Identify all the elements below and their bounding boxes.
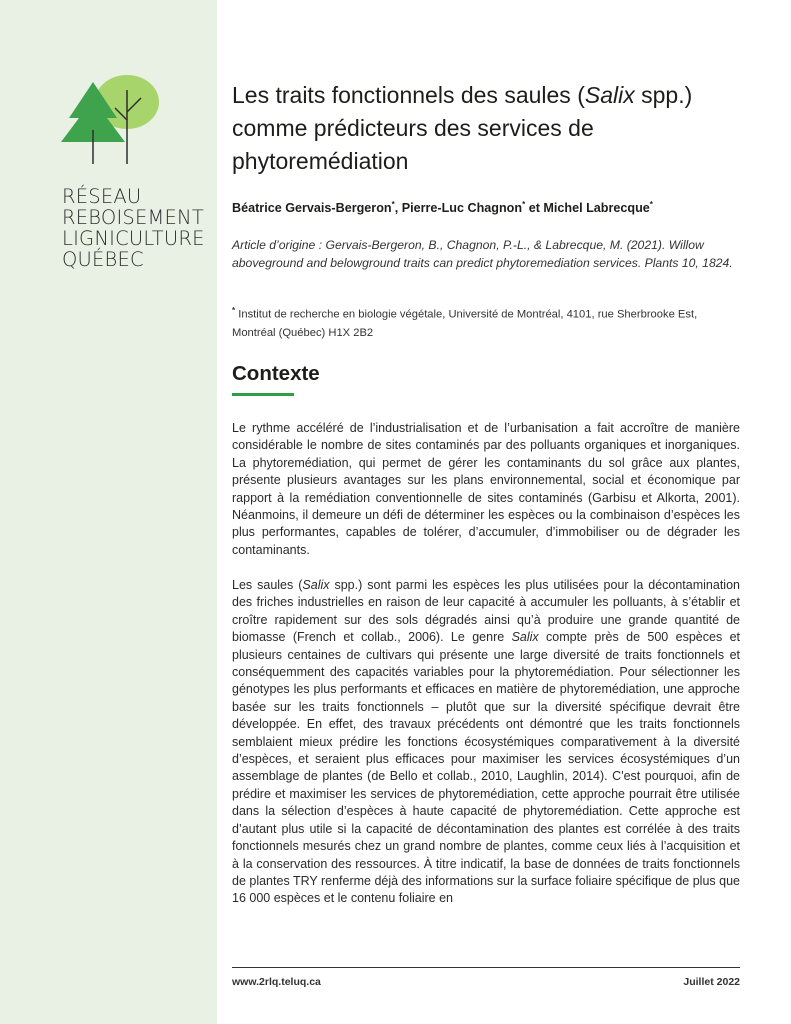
paragraph [232, 577, 740, 908]
genus-name: Salix [302, 578, 330, 592]
footer-date: Juillet 2022 [683, 976, 740, 988]
genus-name: Salix [511, 630, 539, 645]
title-part: spp.) comme prédicteurs des services de phytoremédiation [232, 82, 693, 174]
original-article-citation: Article d’origine : Gervais-Bergeron, B., Chagnon, P.-L., & Labrecque, M. (2021). Willow aboveground and belowground traits can predict phytoremediation services. Plants 10, 1824. [232, 238, 733, 270]
section-heading: Contexte [232, 362, 320, 385]
paragraph-text: compte près de 500 espèces et plusieurs centaines de cultivars qui présente une large diversité de traits fonctionnels et conséquemment des capacités variables pour la phytoremédiation. Pour sélectionner les génotypes les plus performants et efficaces en matière de phytoremédiation, une approche basée sur les traits fonctionnels – plutôt que sur la diversité spécifique devrait être développée. En effet, des travaux précédents ont démontré que les traits fonctionnels semblaient mieux prédire les fonctions écosystémiques comparativement à la diversité d’espèces, et seraient plus efficaces pour maximiser les services écosystémiques d’un assemblage de plantes (de Bello et collab., 2010, Laughlin, 2014). C'est pourquoi, afin de prédire et maximiser les services de phytoremédiation, cette approche pourrait être utilisée dans la sélection d’espèces à haute capacité de phytoremédiation. Cette approche est d’autant plus utile si la capacité de décontamination des plantes est corrélée à des traits fonctionnels mesurés chez un grand nombre de plantes, comme ceux liés à l’acquisition et à la conservation des ressources. À titre indicatif, la base de données de traits fonctionnels de plantes TRY renferme déjà des informations sur la surface foliaire spécifique de plus que 16 000 espèces et le contenu foliaire en [232, 630, 740, 906]
authors [232, 200, 653, 215]
page-title [232, 79, 740, 178]
title-genus: Salix [584, 82, 635, 108]
author-name: Béatrice Gervais-Bergeron [232, 201, 392, 216]
footer-divider [232, 967, 740, 968]
affiliation-mark: * [391, 200, 395, 209]
org-line: REBOISEMENT [62, 206, 204, 229]
org-line: RÉSEAU [62, 185, 142, 208]
section-underline [232, 393, 294, 396]
affiliation-mark: * [649, 200, 653, 209]
sidebar [0, 0, 217, 1024]
paragraph: Le rythme accéléré de l’industrialisation et de l’urbanisation a fait accroître de manière considérable le nombre de sites contaminés par des polluants organiques et inorganiques. La phytoremédiation, qui permet de gérer les contaminants du sol grâce aux plantes, présente plusieurs avantages sur les plans environnemental, social et économique par rapport à la remédiation conventionnelle de sites contaminés (Garbisu et Alkorta, 2001). Néanmoins, il demeure un défi de déterminer les espèces ou la combinaison d’espèces les plus performantes, capables de tolérer, d’accumuler, d’immobiliser ou de dégrader les contaminants. [232, 421, 740, 557]
paragraph-text: spp.) sont parmi les espèces les plus utilisées pour la décontamination des friches industrielles en raison de leur capacité à accumuler les polluants, à s’établir et croître rapidement sur des sols dégradés ainsi qu’à produire une grande quantité de biomasse (French et collab., 2006). Le genre [232, 578, 740, 645]
tree-logo-icon [55, 70, 175, 170]
org-line: QUÉBEC [62, 248, 144, 271]
org-line: LIGNICULTURE [62, 227, 205, 250]
affiliation [232, 302, 740, 342]
organization-name [62, 186, 205, 270]
footer-website: www.2rlq.teluq.ca [232, 976, 321, 988]
author-name: et Michel Labrecque [525, 201, 650, 216]
title-part: Les traits fonctionnels des saules ( [232, 82, 585, 108]
affiliation-text: Institut de recherche en biologie végétale, Université de Montréal, 4101, rue Sherbrooke Est, Montréal (Québec) H1X 2B2 [232, 308, 698, 339]
affiliation-mark: * [522, 200, 526, 209]
paragraph-text: Les saules ( [232, 578, 303, 592]
affiliation-mark: * [232, 306, 236, 315]
author-name: , Pierre-Luc Chagnon [394, 201, 523, 216]
